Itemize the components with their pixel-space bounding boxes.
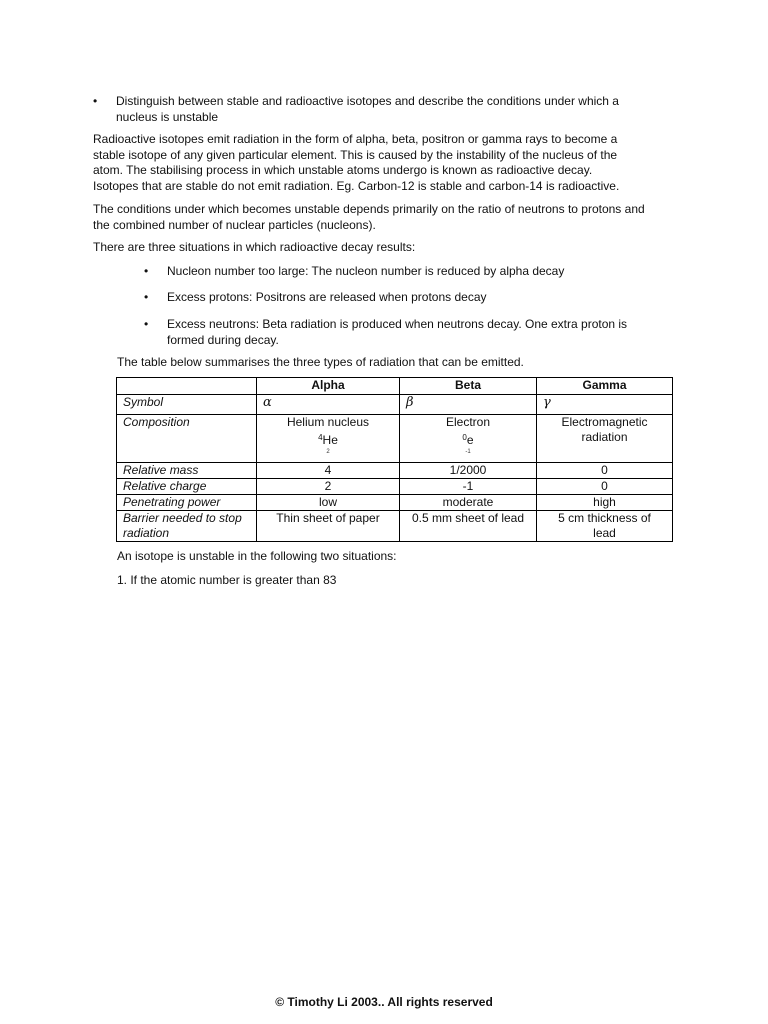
paragraph-three-situations bbox=[93, 240, 683, 256]
paragraph-conditions bbox=[93, 202, 683, 233]
table-cell: 4 bbox=[257, 463, 400, 479]
table-cell: 2 bbox=[257, 479, 400, 495]
row-label: Relative charge bbox=[117, 479, 257, 495]
paragraph-line: There are three situations in which radioactive decay results: bbox=[93, 240, 416, 254]
table-intro: The table below summarises the three types of radiation that can be emitted. bbox=[117, 355, 524, 369]
radiation-table bbox=[116, 377, 673, 542]
table-cell: 0.5 mm sheet of lead bbox=[400, 511, 537, 542]
table-cell: high bbox=[537, 495, 673, 511]
table-cell: 0 bbox=[537, 463, 673, 479]
table-cell: 1/2000 bbox=[400, 463, 537, 479]
table-cell: Helium nucleus $^4$He 2 bbox=[257, 415, 400, 463]
table-row bbox=[117, 415, 673, 463]
table-cell: 0 bbox=[537, 479, 673, 495]
intro-bullet-line2: nucleus is unstable bbox=[116, 109, 219, 124]
copyright-footer: © Timothy Li 2003.. All rights reserved bbox=[275, 995, 493, 1009]
situation-item bbox=[144, 317, 664, 348]
paragraph-line: Isotopes that are stable do not emit radiation. Eg. Carbon-12 is stable and carbon-14 is radioactive. bbox=[93, 178, 620, 193]
situation-item bbox=[144, 290, 664, 306]
row-label: Relative mass bbox=[117, 463, 257, 479]
row-label: Barrier needed to stop radiation bbox=[117, 511, 257, 542]
row-label: Symbol bbox=[117, 395, 257, 415]
table-header-cell: Alpha bbox=[257, 378, 400, 395]
row-label: Penetrating power bbox=[117, 495, 257, 511]
table-row bbox=[117, 511, 673, 542]
table-cell: 5 cm thickness of lead bbox=[537, 511, 673, 542]
paragraph-line: atom. The stabilising process in which unstable atoms undergo is known as radioactive decay. bbox=[93, 163, 593, 177]
bullet-marker: • bbox=[144, 264, 149, 278]
situation-text: Nucleon number too large: The nucleon number is reduced by alpha decay bbox=[167, 264, 565, 278]
table-header-row bbox=[117, 378, 673, 395]
situation-text: formed during decay. bbox=[167, 332, 279, 347]
table-header-cell bbox=[117, 378, 257, 395]
unstable-intro: An isotope is unstable in the following two situations: bbox=[117, 549, 397, 563]
paragraph-line: The conditions under which becomes unstable depends primarily on the ratio of neutrons to protons and bbox=[93, 202, 645, 216]
table-cell: α bbox=[257, 395, 400, 415]
table-cell: γ bbox=[537, 395, 673, 415]
paragraph-line: Radioactive isotopes emit radiation in the form of alpha, beta, positron or gamma rays to become a bbox=[93, 132, 618, 146]
bullet-marker: • bbox=[93, 94, 98, 108]
intro-bullet bbox=[93, 94, 683, 125]
table-cell: low bbox=[257, 495, 400, 511]
unstable-condition-1: 1. If the atomic number is greater than 83 bbox=[117, 573, 337, 587]
table-cell: moderate bbox=[400, 495, 537, 511]
bullet-marker: • bbox=[144, 317, 149, 331]
situation-item bbox=[144, 264, 664, 280]
situation-text: Excess protons: Positrons are released when protons decay bbox=[167, 290, 487, 304]
table-header-cell: Gamma bbox=[537, 378, 673, 395]
table-header-cell: Beta bbox=[400, 378, 537, 395]
table-cell: -1 bbox=[400, 479, 537, 495]
table-cell: Electron $^0$e -1 bbox=[400, 415, 537, 463]
row-label: Composition bbox=[117, 415, 257, 463]
table-cell: Electromagnetic radiation bbox=[537, 415, 673, 463]
table-cell: Thin sheet of paper bbox=[257, 511, 400, 542]
intro-bullet-line1: Distinguish between stable and radioactive isotopes and describe the conditions under which a bbox=[116, 94, 619, 108]
bullet-marker: • bbox=[144, 290, 149, 304]
paragraph-radioactive-isotopes bbox=[93, 132, 683, 194]
table-row bbox=[117, 495, 673, 511]
table-cell: β bbox=[400, 395, 537, 415]
paragraph-line: the combined number of nuclear particles (nucleons). bbox=[93, 217, 376, 232]
situation-text: Excess neutrons: Beta radiation is produced when neutrons decay. One extra proton is bbox=[167, 317, 628, 331]
paragraph-line: stable isotope of any given particular element. This is caused by the instability of the nucleus of the bbox=[93, 147, 618, 162]
table-row bbox=[117, 463, 673, 479]
table-row bbox=[117, 479, 673, 495]
table-row bbox=[117, 395, 673, 415]
